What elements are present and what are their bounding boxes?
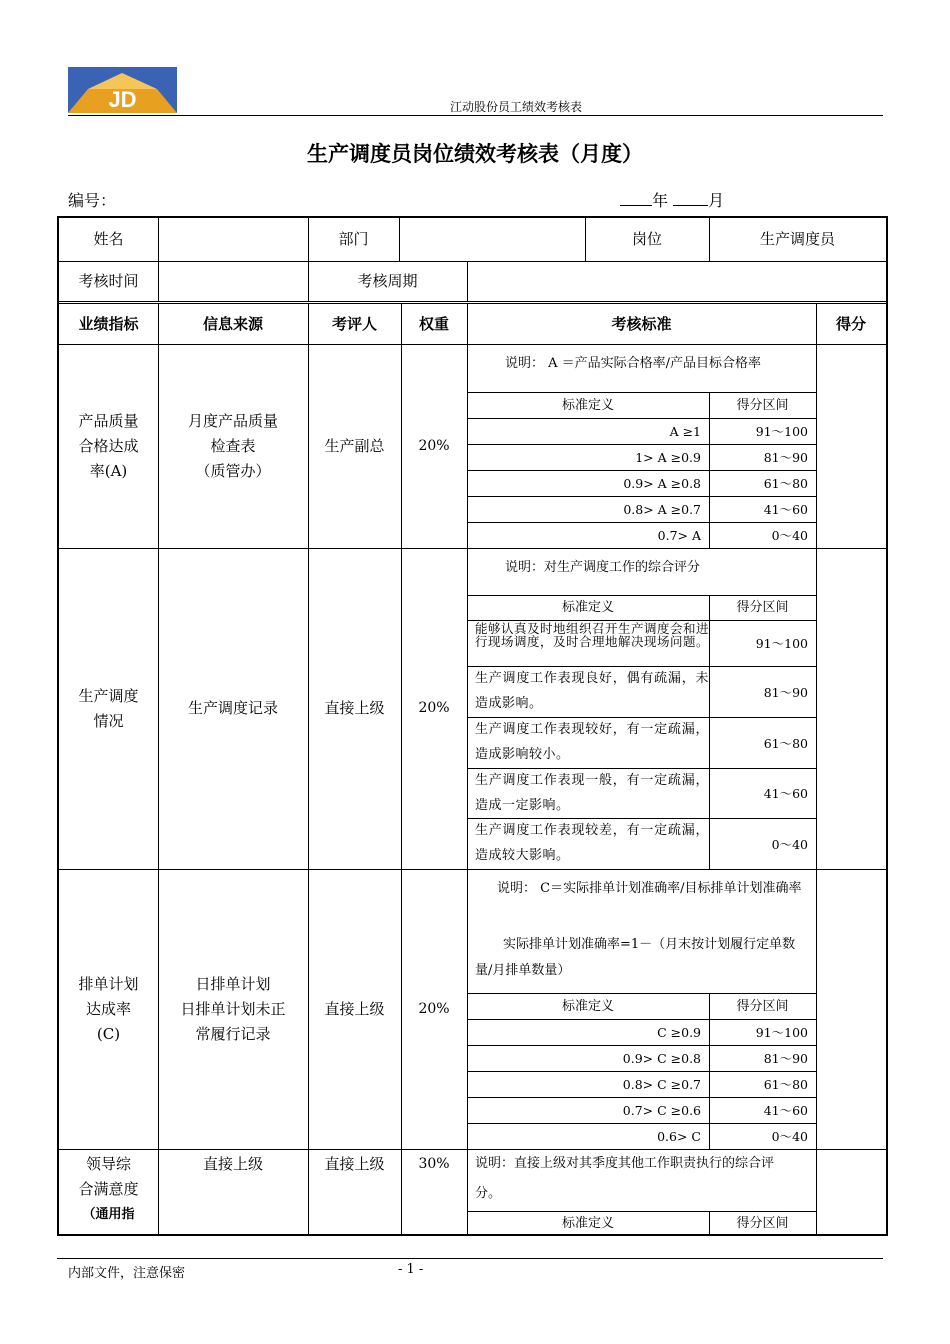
row1-std-score: 0～40 xyxy=(771,528,808,543)
row4-score-header: 得分区间 xyxy=(736,1215,789,1231)
row1-note: 说明： A ＝产品实际合格率/产品目标合格率 xyxy=(505,356,762,371)
row3-std-def: 0.6> C xyxy=(657,1128,701,1144)
col-standard: 考核标准 xyxy=(611,315,672,333)
row1-indicator: 产品质量 合格达成 率(A) xyxy=(78,411,139,480)
row2-std-def: 生产调度工作表现较差，有一定疏漏，造成较大影响。 xyxy=(475,823,709,863)
row4-source: 直接上级 xyxy=(202,1155,263,1173)
page-title: 生产调度员岗位绩效考核表（月度） xyxy=(307,142,643,166)
col-score: 得分 xyxy=(835,315,866,333)
serial-number-label: 编号： xyxy=(68,191,117,210)
row2-std-score: 41～60 xyxy=(763,786,808,801)
row1-std-header: 标准定义 xyxy=(561,397,614,413)
dept-field[interactable] xyxy=(399,218,585,261)
row2-std-def: 生产调度工作表现较好，有一定疏漏，造成影响较小。 xyxy=(475,722,709,762)
row1-std-def: 0.7> A xyxy=(657,527,701,543)
period-label: 考核周期 xyxy=(357,272,418,290)
col-evaluator: 考评人 xyxy=(331,315,377,333)
row1-weight: 20% xyxy=(418,437,450,454)
row1-std-score: 41～60 xyxy=(763,502,808,517)
row2-std-score: 91～100 xyxy=(755,636,808,651)
month-blank[interactable] xyxy=(673,191,708,206)
dept-label: 部门 xyxy=(338,230,369,248)
row2-score-header: 得分区间 xyxy=(736,600,789,615)
row2-weight: 20% xyxy=(418,700,450,716)
row2-note: 说明：对生产调度工作的综合评分 xyxy=(505,560,701,575)
svg-text:JD: JD xyxy=(108,87,137,112)
row4-weight: 30% xyxy=(418,1156,450,1172)
row4-evaluator: 直接上级 xyxy=(324,1155,385,1173)
row3-evaluator: 直接上级 xyxy=(324,999,385,1018)
col-indicator: 业绩指标 xyxy=(78,315,139,333)
name-label: 姓名 xyxy=(93,230,124,248)
year-blank[interactable] xyxy=(620,191,652,206)
company-logo xyxy=(68,67,177,113)
row2-std-header: 标准定义 xyxy=(561,600,614,615)
row2-indicator: 生产调度 情况 xyxy=(78,686,139,730)
row1-std-score: 61～80 xyxy=(763,476,808,491)
row3-std-score: 0～40 xyxy=(771,1129,808,1144)
header-divider xyxy=(68,115,883,116)
row3-indicator: 排单计划 达成率 (C) xyxy=(78,974,139,1043)
row3-std-score: 81～90 xyxy=(763,1051,808,1066)
row1-std-def: 0.8> A ≥0.7 xyxy=(623,501,701,517)
row3-std-score: 41～60 xyxy=(763,1103,808,1118)
row3-std-header: 标准定义 xyxy=(561,998,614,1014)
row2-evaluator: 直接上级 xyxy=(324,699,385,717)
row2-std-score: 81～90 xyxy=(763,684,808,700)
row3-std-def: 0.7> C ≥0.6 xyxy=(622,1102,701,1118)
name-field[interactable] xyxy=(158,218,308,261)
col-weight: 权重 xyxy=(418,315,449,333)
row2-std-score: 0～40 xyxy=(771,836,808,852)
footer-divider xyxy=(57,1258,883,1259)
time-field[interactable] xyxy=(158,261,308,302)
assessment-table xyxy=(57,216,888,1236)
col-source: 信息来源 xyxy=(202,315,263,333)
row3-std-score: 61～80 xyxy=(763,1077,808,1092)
year-label: 年 xyxy=(652,191,669,210)
confidential-notice: 内部文件，注意保密 xyxy=(68,1266,186,1281)
position-label: 岗位 xyxy=(631,230,662,248)
date-field xyxy=(620,188,724,211)
row2-std-def: 生产调度工作表现良好，偶有疏漏，未造成影响。 xyxy=(475,671,709,711)
row3-note: 说明： C＝实际排单计划准确率/目标排单计划准确率 xyxy=(497,881,802,896)
row4-std-header: 标准定义 xyxy=(561,1215,614,1231)
row1-std-score: 81～90 xyxy=(763,450,808,465)
row1-evaluator: 生产副总 xyxy=(324,436,385,455)
row1-std-def: 1> A ≥0.9 xyxy=(635,449,701,465)
row2-std-score: 61～80 xyxy=(763,735,808,751)
row4-note: 说明：直接上级对其季度其他工作职责执行的综合评分。 xyxy=(475,1156,775,1201)
month-label: 月 xyxy=(708,191,725,210)
row3-std-def: C ≥0.9 xyxy=(657,1024,701,1040)
row2-source: 生产调度记录 xyxy=(187,699,278,717)
row3-std-def: 0.8> C ≥0.7 xyxy=(622,1076,701,1092)
row3-source: 日排单计划 日排单计划未正 常履行记录 xyxy=(180,974,286,1043)
header-title: 江动股份员工绩效考核表 xyxy=(450,100,583,114)
row3-weight: 20% xyxy=(418,1000,450,1017)
time-label: 考核时间 xyxy=(78,272,139,290)
row1-score-header: 得分区间 xyxy=(736,397,789,413)
row3-std-def: 0.9> C ≥0.8 xyxy=(622,1050,701,1066)
row3-score-input[interactable] xyxy=(816,869,886,1149)
row1-std-def: A ≥1 xyxy=(669,423,701,439)
row1-std-def: 0.9> A ≥0.8 xyxy=(623,475,701,491)
period-field[interactable] xyxy=(467,261,886,302)
row2-std-def: 生产调度工作表现一般，有一定疏漏，造成一定影响。 xyxy=(475,773,709,813)
row3-score-header: 得分区间 xyxy=(736,998,789,1014)
row1-score-input[interactable] xyxy=(816,344,886,548)
position-value: 生产调度员 xyxy=(759,230,835,248)
row2-score-input[interactable] xyxy=(816,548,886,869)
row1-std-score: 91～100 xyxy=(755,424,808,439)
row4-indicator: 领导综 合满意度 （通用指 xyxy=(78,1155,139,1222)
row1-source: 月度产品质量 检查表 （质管办） xyxy=(187,411,278,480)
row3-std-score: 91～100 xyxy=(755,1025,808,1040)
page-number: - 1 - xyxy=(398,1262,424,1277)
row3-note2: 实际排单计划准确率=1－（月末按计划履行定单数量/月排单数量） xyxy=(475,937,796,978)
row2-std-def: 能够认真及时地组织召开生产调度会和进行现场调度，及时合理地解决现场问题。 xyxy=(475,621,710,649)
